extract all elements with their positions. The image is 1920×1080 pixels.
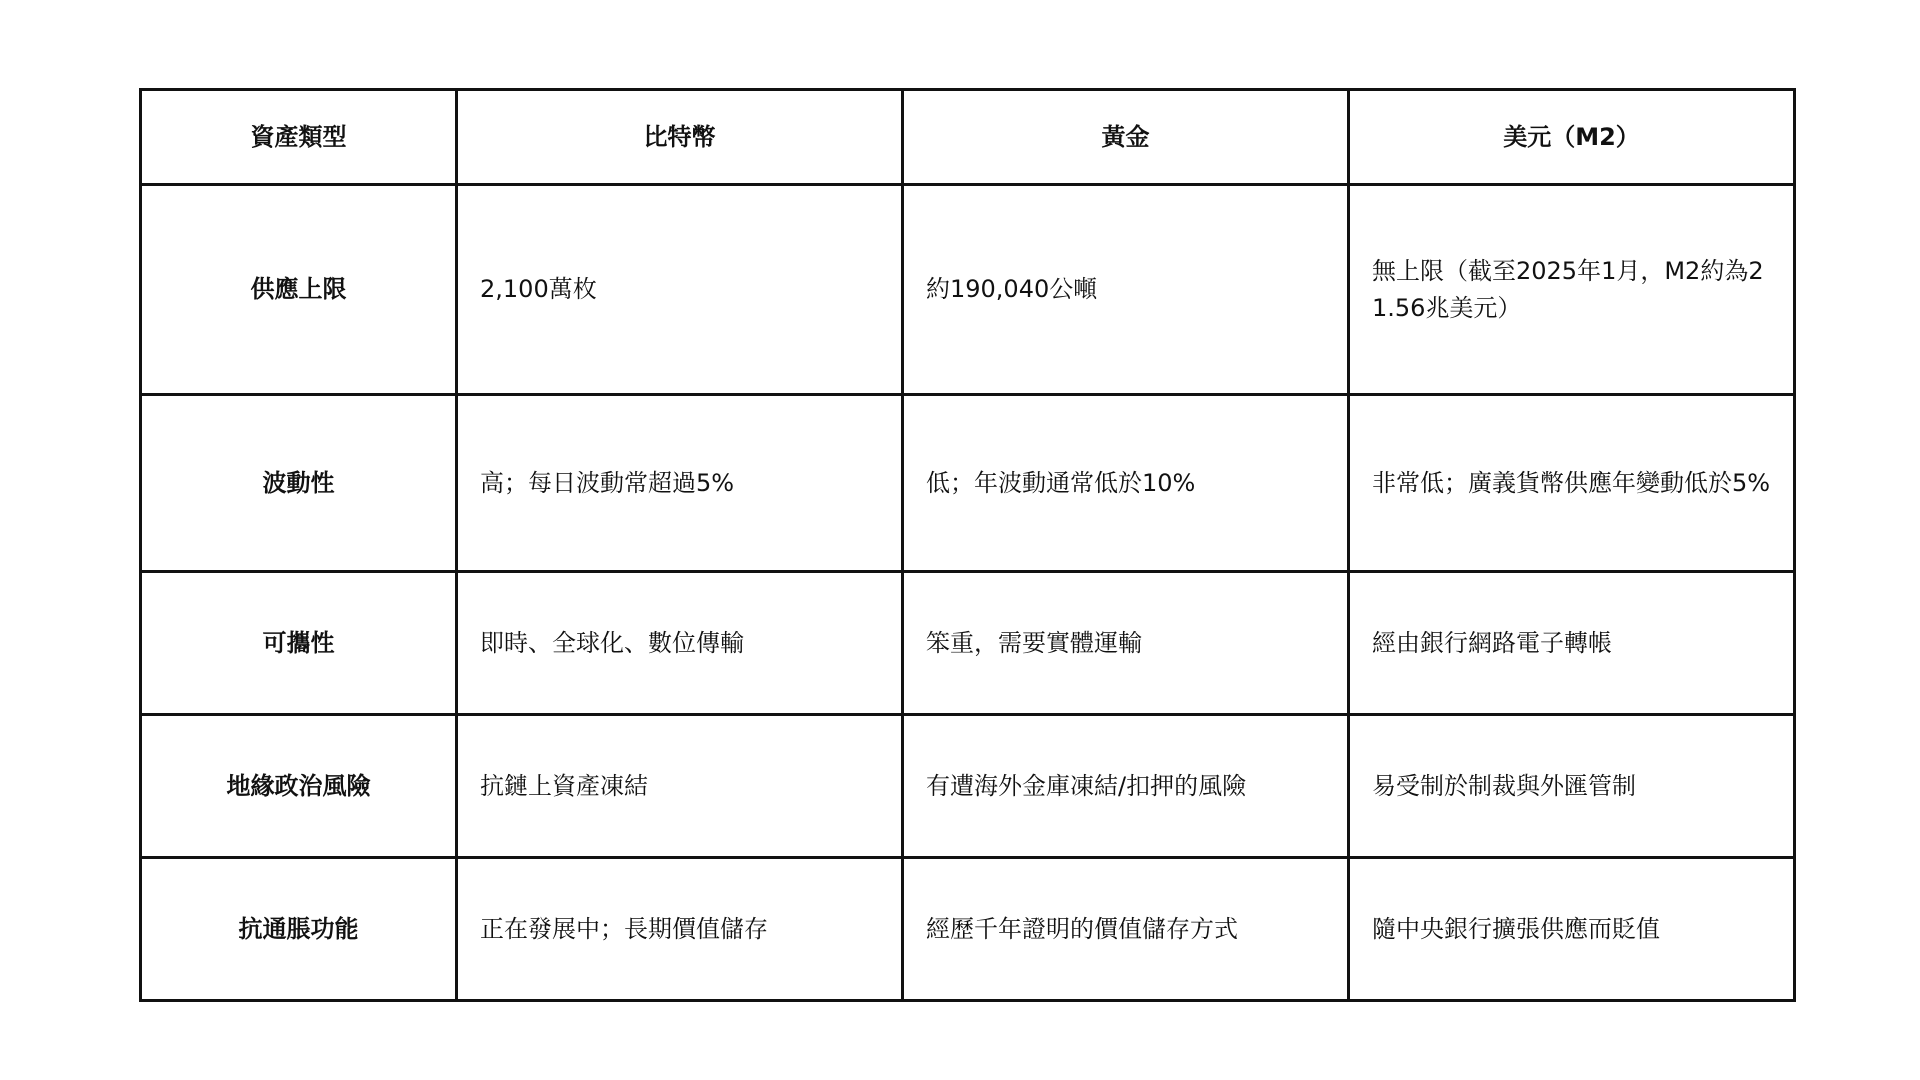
asset-comparison-table bbox=[139, 88, 1796, 1002]
row-label-volatility: 波動性 bbox=[141, 395, 457, 572]
cell-gold: 笨重，需要實體運輸 bbox=[903, 572, 1349, 715]
header-usd-m2: 美元（M2） bbox=[1349, 90, 1795, 185]
header-asset-type: 資產類型 bbox=[141, 90, 457, 185]
cell-bitcoin: 2,100萬枚 bbox=[457, 185, 903, 395]
table-row bbox=[141, 395, 1795, 572]
cell-usd: 無上限（截至2025年1月，M2約為21.56兆美元） bbox=[1349, 185, 1795, 395]
cell-gold: 經歷千年證明的價值儲存方式 bbox=[903, 858, 1349, 1001]
cell-bitcoin: 抗鏈上資產凍結 bbox=[457, 715, 903, 858]
table-row bbox=[141, 715, 1795, 858]
cell-usd: 隨中央銀行擴張供應而貶值 bbox=[1349, 858, 1795, 1001]
cell-bitcoin: 高；每日波動常超過5% bbox=[457, 395, 903, 572]
cell-gold: 低；年波動通常低於10% bbox=[903, 395, 1349, 572]
row-label-supply-cap: 供應上限 bbox=[141, 185, 457, 395]
cell-bitcoin: 即時、全球化、數位傳輸 bbox=[457, 572, 903, 715]
header-bitcoin: 比特幣 bbox=[457, 90, 903, 185]
row-label-geopolitical-risk: 地緣政治風險 bbox=[141, 715, 457, 858]
cell-gold: 約190,040公噸 bbox=[903, 185, 1349, 395]
cell-gold: 有遭海外金庫凍結/扣押的風險 bbox=[903, 715, 1349, 858]
table-row bbox=[141, 185, 1795, 395]
cell-usd: 經由銀行網路電子轉帳 bbox=[1349, 572, 1795, 715]
table-header-row bbox=[141, 90, 1795, 185]
table-row bbox=[141, 858, 1795, 1001]
cell-usd: 非常低；廣義貨幣供應年變動低於5% bbox=[1349, 395, 1795, 572]
cell-usd: 易受制於制裁與外匯管制 bbox=[1349, 715, 1795, 858]
cell-bitcoin: 正在發展中；長期價值儲存 bbox=[457, 858, 903, 1001]
row-label-inflation-hedge: 抗通脹功能 bbox=[141, 858, 457, 1001]
comparison-table-container bbox=[139, 88, 1793, 1002]
row-label-portability: 可攜性 bbox=[141, 572, 457, 715]
header-gold: 黃金 bbox=[903, 90, 1349, 185]
table-row bbox=[141, 572, 1795, 715]
